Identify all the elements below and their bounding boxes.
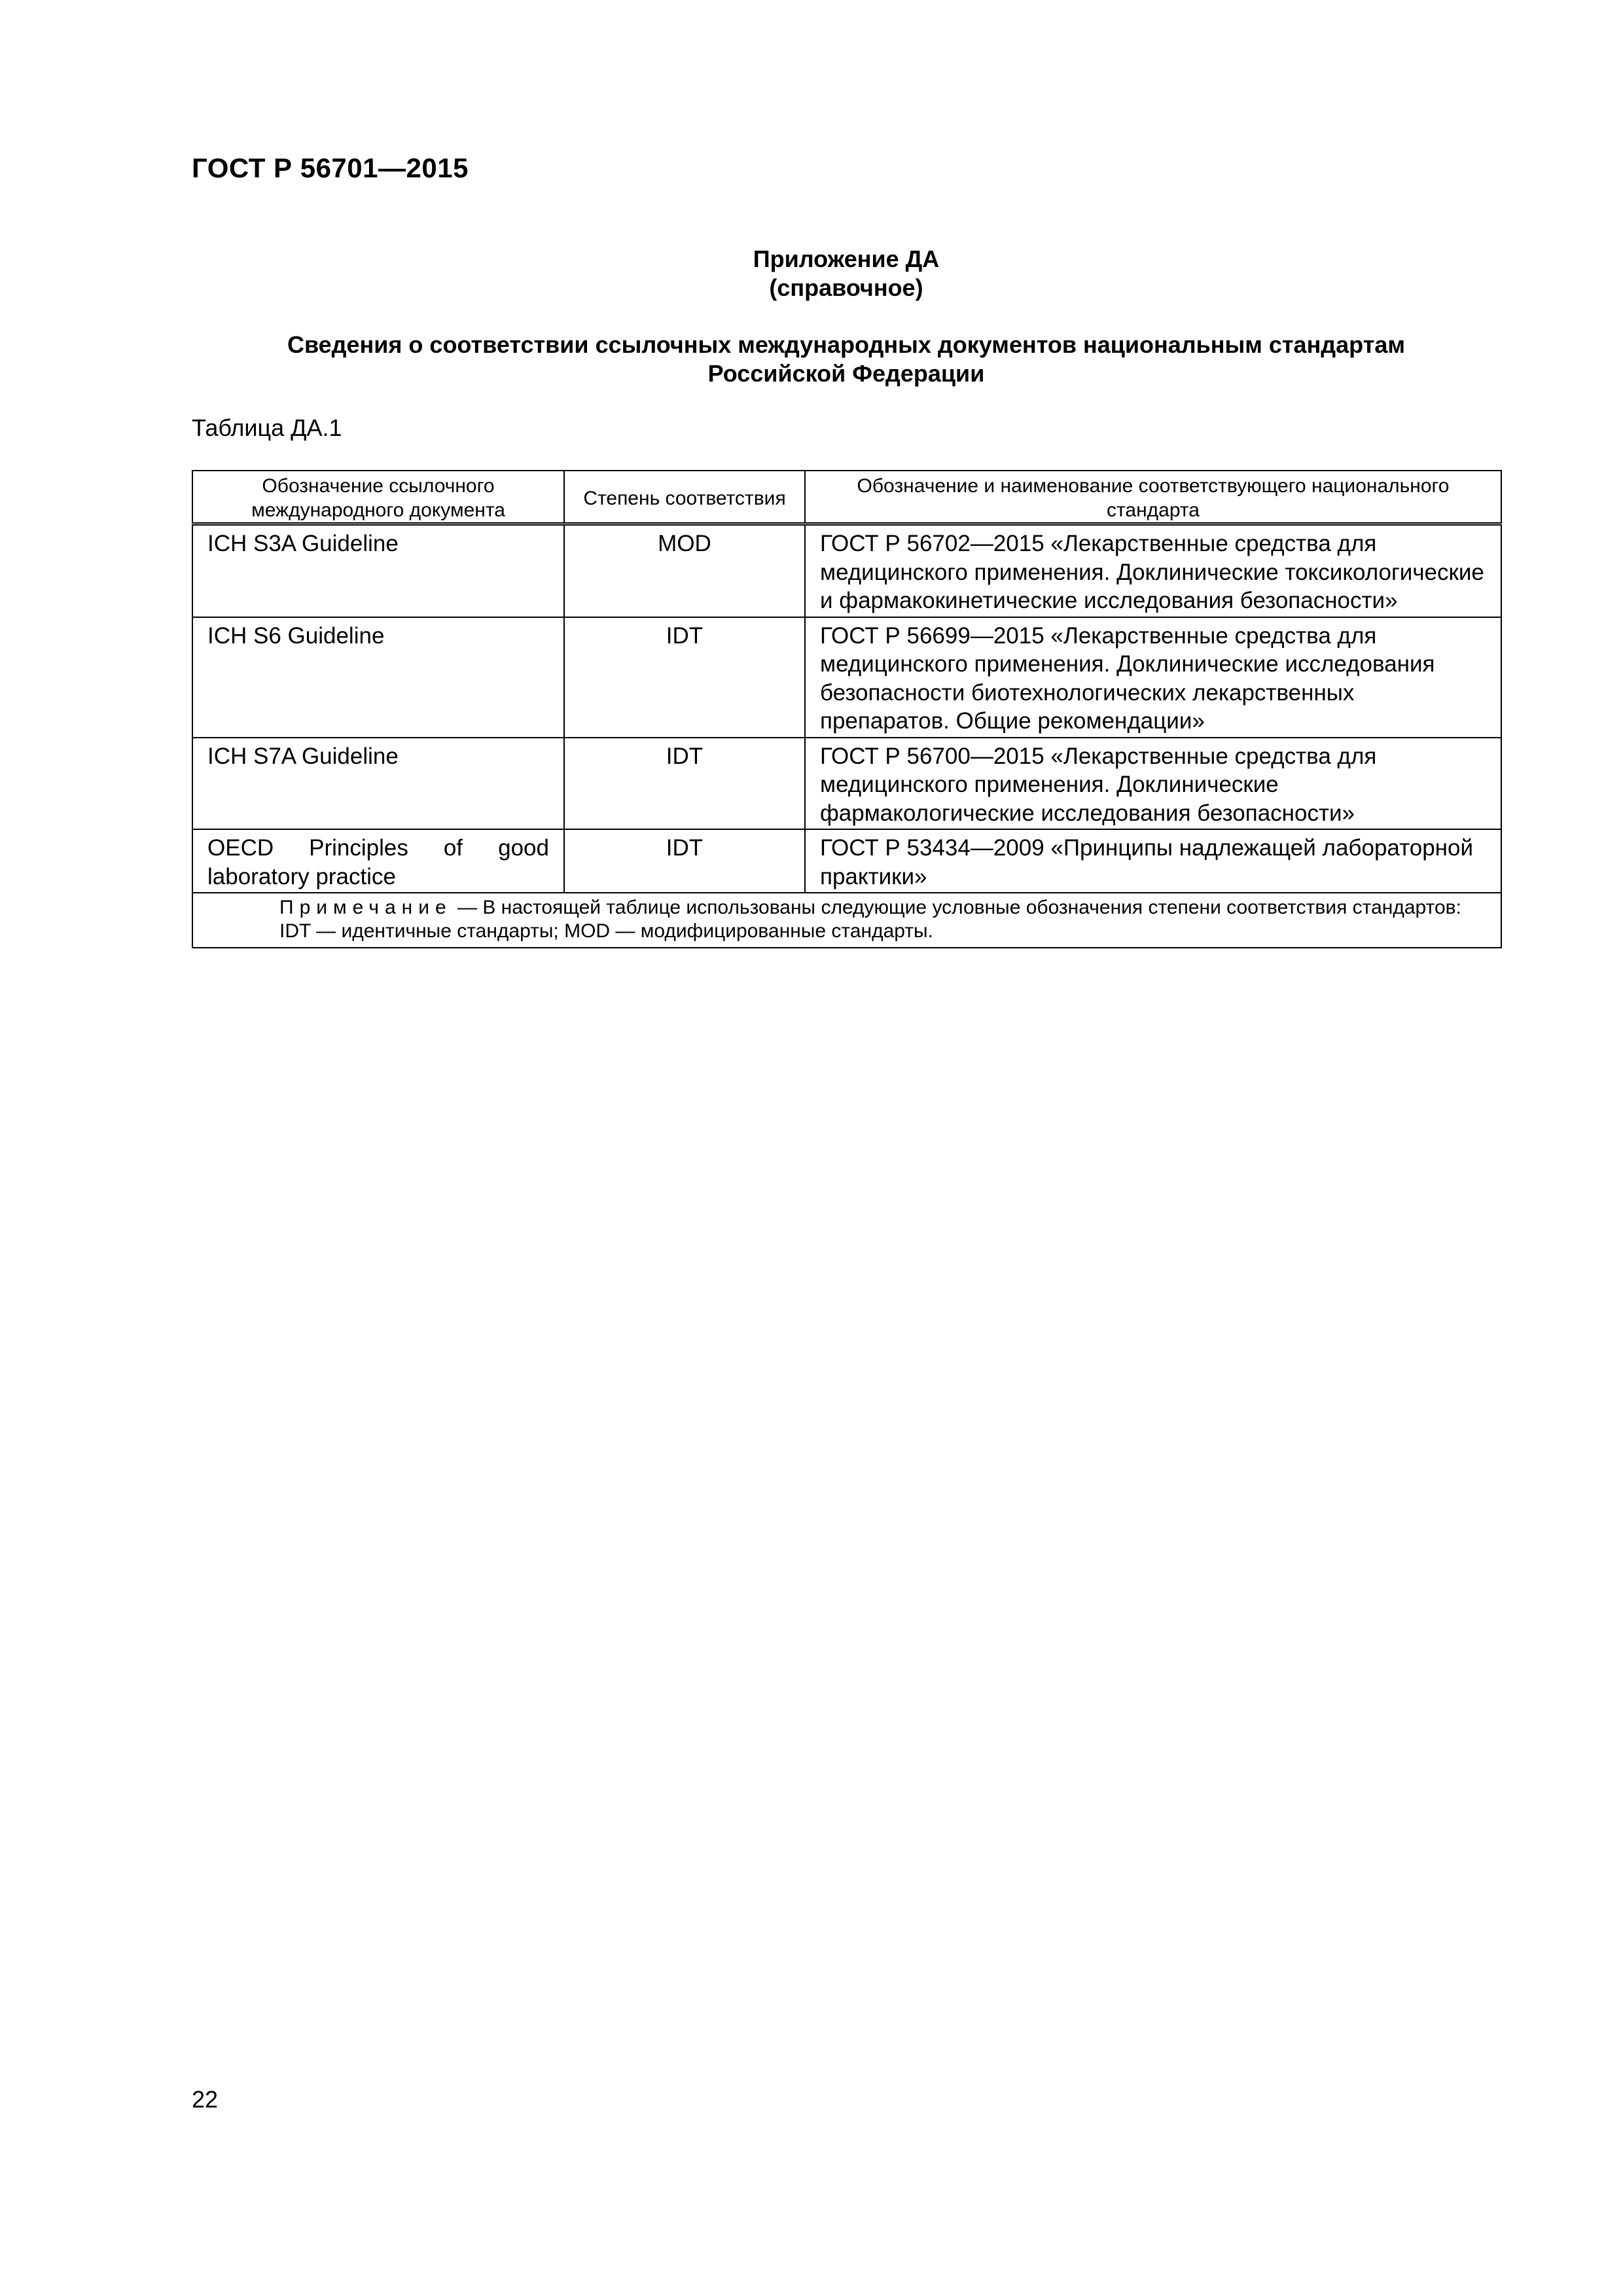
cell-degree: IDT — [564, 829, 805, 893]
note-label: Примечание — [279, 897, 452, 918]
note-text: — В настоящей таблице использованы следующие условные обозначения степени соответствия стандартов: — [452, 897, 1461, 918]
table-row — [192, 524, 1501, 617]
note-legend: IDT — идентичные стандарты; MOD — модифицированные стандарты. — [279, 920, 933, 942]
cell-intl-doc: ICH S7A Guideline — [192, 738, 564, 830]
cell-national-standard: ГОСТ Р 53434—2009 «Принципы надлежащей лабораторной практики» — [805, 829, 1501, 893]
correspondence-table — [192, 470, 1502, 948]
column-header-intl-doc: Обозначение ссылочного международного документа — [192, 471, 564, 524]
cell-degree: IDT — [564, 738, 805, 830]
cell-intl-doc: ICH S6 Guideline — [192, 617, 564, 738]
table-row — [192, 829, 1501, 893]
cell-degree: IDT — [564, 617, 805, 738]
cell-intl-doc: ICH S3A Guideline — [192, 524, 564, 617]
table-note — [192, 893, 1501, 948]
section-heading — [192, 331, 1501, 388]
document-code: ГОСТ Р 56701—2015 — [192, 152, 469, 183]
table-row — [192, 738, 1501, 830]
column-header-national-standard: Обозначение и наименование соответствующего национального стандарта — [805, 471, 1501, 524]
section-heading-line1: Сведения о соответствии ссылочных международных документов национальным стандартам — [287, 331, 1405, 358]
cell-intl-doc: OECD Principles of good laboratory practice — [192, 829, 564, 893]
cell-national-standard: ГОСТ Р 56702—2015 «Лекарственные средства для медицинского применения. Доклинические токсикологические и фармакокинетические исследования безопасности» — [805, 524, 1501, 617]
appendix-title: Приложение ДА — [753, 245, 940, 272]
table-row — [192, 617, 1501, 738]
section-heading-line2: Российской Федерации — [707, 360, 985, 387]
cell-national-standard: ГОСТ Р 56700—2015 «Лекарственные средства для медицинского применения. Доклинические фармакологические исследования безопасности» — [805, 738, 1501, 830]
cell-degree: MOD — [564, 524, 805, 617]
table-header-row — [192, 471, 1501, 524]
cell-national-standard: ГОСТ Р 56699—2015 «Лекарственные средства для медицинского применения. Доклинические исследования безопасности биотехнологических лекарственных препаратов. Общие рекомендации» — [805, 617, 1501, 738]
page-number: 22 — [192, 2086, 219, 2113]
table-caption: Таблица ДА.1 — [192, 414, 342, 441]
column-header-degree: Степень соответствия — [564, 471, 805, 524]
table-note-row — [192, 893, 1501, 948]
appendix-subtitle: (справочное) — [769, 274, 923, 301]
